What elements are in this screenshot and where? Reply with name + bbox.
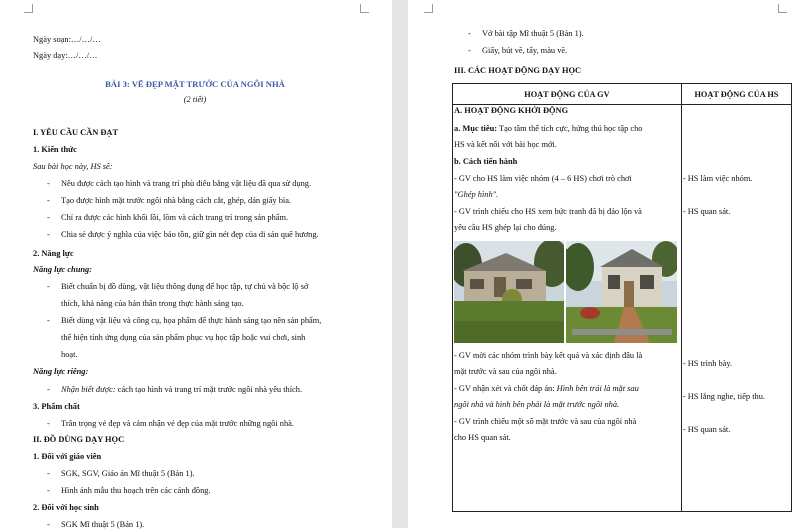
- bullet-continuation: hoạt.: [61, 350, 78, 359]
- paragraph: ngôi nhà và hình bên phải là mặt trước ngôi nhà.: [454, 400, 620, 409]
- paragraph: - GV trình chiếu một số mặt trước và sau của ngôi nhà: [454, 417, 637, 426]
- paragraph-label: Năng lực riêng:: [33, 367, 89, 376]
- subsection-heading: 3. Phẩm chất: [33, 402, 80, 411]
- bullet-item: - SGK, SGV, Giáo án Mĩ thuật 5 (Bản 1).: [61, 468, 195, 480]
- column-header-gv: HOẠT ĐỘNG CỦA GV: [453, 84, 682, 105]
- inline-label: Nhận biết được:: [61, 385, 116, 394]
- paragraph: [454, 123, 642, 135]
- paragraph: Sau bài học này, HS sẽ:: [33, 162, 113, 171]
- bullet-item: - Nêu được cách tạo hình và trang trí phù điêu bằng vật liệu đã qua sử dụng.: [61, 178, 311, 190]
- paragraph: "Ghép hình".: [454, 190, 499, 199]
- activities-table: [452, 83, 792, 512]
- bullet-item: - Hình ảnh mẫu thu hoạch trên các cánh đồng.: [61, 485, 211, 497]
- crop-mark: [360, 4, 369, 13]
- table-row: [453, 105, 792, 512]
- hs-activity: - HS quan sát.: [682, 207, 731, 216]
- crop-mark: [778, 4, 787, 13]
- paragraph: yêu cầu HS ghép lại cho đúng.: [454, 223, 557, 232]
- inline-text: cách tạo hình và trang trí mặt trước ngôi nhà yêu thích.: [115, 385, 303, 394]
- section-heading: II. ĐỒ DÙNG DẠY HỌC: [33, 435, 125, 444]
- paragraph-label: Năng lực chung:: [33, 265, 92, 274]
- lesson-periods: (2 tiết): [183, 95, 207, 104]
- hs-activity: - HS trình bày.: [682, 359, 733, 368]
- table-header-row: [453, 84, 792, 105]
- bullet-item: - Biết chuẩn bị đồ dùng, vật liệu thông dụng để học tập, tự chủ và bộc lộ sở: [61, 281, 308, 293]
- paragraph: - GV trình chiếu cho HS xem bức tranh đã bị đảo lộn và: [454, 207, 642, 216]
- inline-text: Tạo tâm thế tích cực, hứng thú học tập cho: [497, 124, 643, 133]
- hs-activity: - HS làm việc nhóm.: [682, 174, 753, 183]
- teach-date: Ngày dạy:…/…/…: [33, 51, 98, 60]
- bullet-item: - Vở bài tập Mĩ thuật 5 (Bản 1).: [482, 28, 584, 40]
- subsection-heading: 1. Đối với giáo viên: [33, 452, 102, 461]
- inline-text: - GV nhận xét và chốt đáp án:: [454, 384, 557, 393]
- bullet-item: - Chỉ ra được các hình khối lồi, lõm và cách trang trí trong sản phẩm.: [61, 212, 288, 224]
- paragraph: cho HS quan sát.: [454, 433, 511, 442]
- column-header-hs: HOẠT ĐỘNG CỦA HS: [681, 84, 791, 105]
- document-page-left: [0, 0, 390, 528]
- activity-title: A. HOẠT ĐỘNG KHỞI ĐỘNG: [454, 106, 569, 115]
- gv-cell: [453, 105, 682, 512]
- page-gutter: [392, 0, 408, 528]
- bullet-continuation: thể hiện tính ứng dụng của sản phẩm phục vụ học tập hoặc vui chơi, sinh: [61, 333, 306, 342]
- hs-activity: - HS lắng nghe, tiếp thu.: [682, 392, 765, 401]
- crop-mark: [424, 4, 433, 13]
- lesson-title: BÀI 3: VẼ ĐẸP MẶT TRƯỚC CỦA NGÔI NHÀ: [105, 79, 285, 89]
- paragraph: [454, 383, 639, 395]
- paragraph: mặt trước và sau của ngôi nhà.: [454, 367, 557, 376]
- bullet-item: - Trân trọng vẻ đẹp và cảm nhận vẻ đẹp của mặt trước những ngôi nhà.: [61, 418, 294, 430]
- bullet-item: - Giấy, bút vẽ, tẩy, màu vẽ.: [482, 45, 567, 57]
- hs-cell: [681, 105, 791, 512]
- document-page-right: [410, 0, 803, 528]
- subsection-heading: 1. Kiến thức: [33, 145, 77, 154]
- inline-answer: Hình bên trái là mặt sau: [556, 384, 639, 393]
- paragraph: - GV mời các nhóm trình bày kết quả và xác định đâu là: [454, 351, 643, 360]
- crop-mark: [24, 4, 33, 13]
- prep-date: Ngày soạn:…/…/…: [33, 35, 101, 44]
- paragraph: - GV cho HS làm việc nhóm (4 – 6 HS) chơi trò chơi: [454, 174, 632, 183]
- bullet-item: - Chia sẻ được ý nghĩa của việc bảo tồn, giữ gìn nét đẹp của di sản quê hương.: [61, 229, 319, 241]
- house-puzzle-image: [454, 241, 677, 343]
- hs-activity: - HS quan sát.: [682, 425, 731, 434]
- inline-label: a. Mục tiêu:: [454, 124, 498, 133]
- paragraph: HS và kết nối với bài học mới.: [454, 140, 557, 149]
- section-heading: I. YÊU CẦU CẦN ĐẠT: [33, 128, 119, 137]
- paragraph-label: b. Cách tiến hành: [454, 157, 518, 166]
- bullet-continuation: thích, khả năng của bản thân trong thực hành sáng tạo.: [61, 299, 244, 308]
- bullet-item: [61, 384, 302, 396]
- bullet-item: - Tạo được hình mặt trước ngôi nhà bằng cách cắt, ghép, dán giấy bìa.: [61, 195, 291, 207]
- subsection-heading: 2. Năng lực: [33, 249, 74, 258]
- section-heading: III. CÁC HOẠT ĐỘNG DẠY HỌC: [454, 66, 582, 75]
- bullet-item: - SGK Mĩ thuật 5 (Bản 1).: [61, 519, 144, 531]
- subsection-heading: 2. Đối với học sinh: [33, 503, 99, 512]
- bullet-item: - Biết dùng vật liệu và công cụ, họa phẩm để thực hành sáng tạo nên sản phẩm,: [61, 315, 321, 327]
